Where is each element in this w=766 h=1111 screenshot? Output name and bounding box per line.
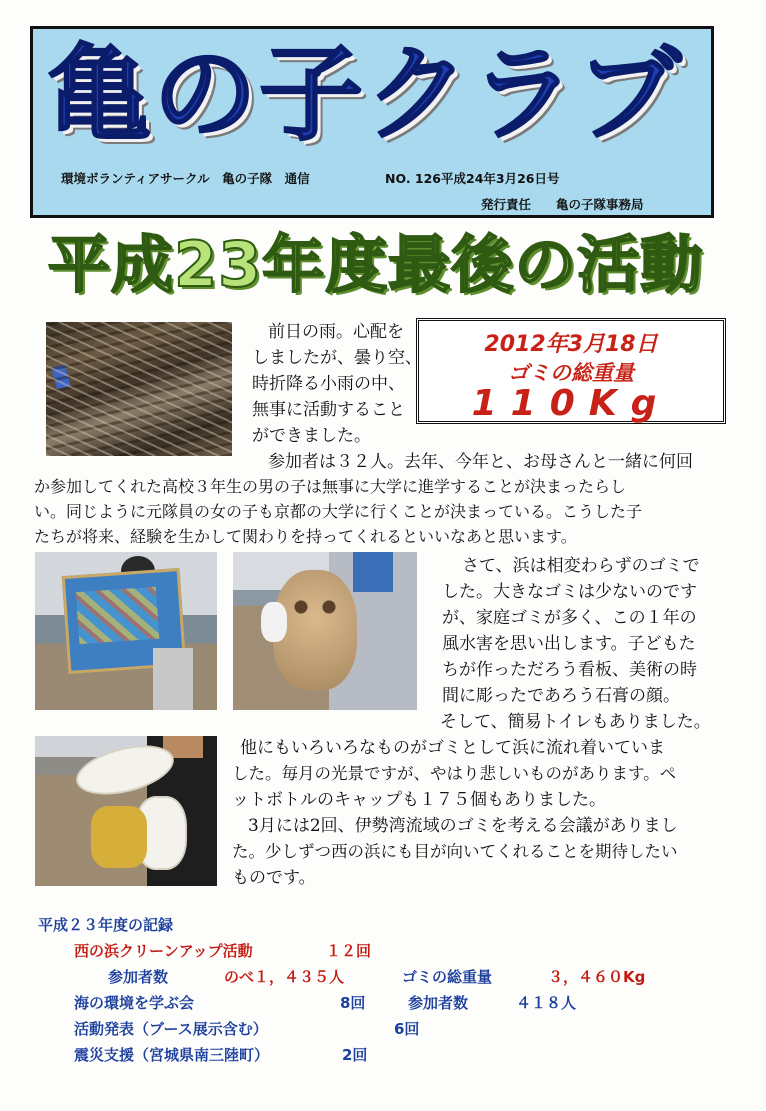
summary-weight: 110Kg xyxy=(471,383,671,424)
article-line: 3月には2回、伊勢湾流域のゴミを考える会議がありまし xyxy=(248,816,678,836)
article-line: 無事に活動すること xyxy=(252,400,405,420)
article-line: ットボトルのキャップも１７５個もありました。 xyxy=(232,790,606,810)
record-cleanup-label: 西の浜クリーンアップ活動 xyxy=(74,942,253,960)
issue-number: NO. 126平成24年3月26日号 xyxy=(385,171,560,186)
article-line: した。大きなゴミは少ないのです xyxy=(442,582,697,602)
photo-portable-toilet xyxy=(35,736,217,886)
record-booth-label: 活動発表（ブース展示含む） xyxy=(74,1020,268,1038)
photo-plaster-face xyxy=(233,552,417,710)
record-weight-value: ３，４６０Kg xyxy=(548,968,646,986)
record-sea-count: 8回 xyxy=(340,994,366,1012)
article-line: が、家庭ゴミが多く、この１年の xyxy=(442,608,697,628)
masthead-subtitle: 環境ボランティアサークル 亀の子隊 通信 xyxy=(61,171,310,186)
publisher: 発行責任 亀の子隊事務局 xyxy=(481,197,644,212)
article-line: た。少しずつ西の浜にも目が向いてくれることを期待したい xyxy=(232,842,678,861)
headline: 平成23年度最後の活動 xyxy=(48,228,704,301)
article-line: 時折降る小雨の中、 xyxy=(252,374,405,394)
summary-box xyxy=(416,318,726,424)
article-line: 参加者は３２人。去年、今年と、お母さんと一緒に何回 xyxy=(268,452,693,472)
article-line: か参加してくれた高校３年生の男の子は無事に大学に進学することが決まったらし xyxy=(34,477,627,496)
masthead-title: 亀の子クラブ xyxy=(47,33,684,155)
article-line: 前日の雨。心配を xyxy=(268,322,404,342)
record-disaster-label: 震災支援（宮城県南三陸町） xyxy=(74,1046,270,1064)
article-line: い。同じように元隊員の女の子も京都の大学に行くことが決まっている。こうした子 xyxy=(34,502,643,521)
summary-date: 2012年3月18日 xyxy=(484,332,658,357)
record-sea-participants-label: 参加者数 xyxy=(408,994,469,1012)
records-heading: 平成２３年度の記録 xyxy=(38,916,174,934)
photo-driftwood xyxy=(46,322,232,456)
article-line: ができました。 xyxy=(252,426,371,446)
record-participants-label: 参加者数 xyxy=(108,968,169,986)
article-line: 他にもいろいろなものがゴミとして浜に流れ着いていま xyxy=(240,738,665,758)
record-weight-label: ゴミの総重量 xyxy=(402,968,493,986)
record-disaster-count: 2回 xyxy=(342,1046,368,1064)
article-line: そして、簡易トイレもありました。 xyxy=(440,712,711,732)
record-cleanup-count: １２回 xyxy=(326,942,372,960)
article-line: 風水害を思い出します。子どもた xyxy=(442,634,696,654)
summary-label: ゴミの総重量 xyxy=(508,361,634,385)
article-line: たちが将来、経験を生かして関わりを持ってくれるといいなあと思います。 xyxy=(34,527,577,546)
record-booth-count: 6回 xyxy=(394,1020,420,1038)
photo-signboard xyxy=(35,552,217,710)
record-sea-participants-value: ４１８人 xyxy=(516,994,577,1012)
article-line: 間に彫ったであろう石膏の顔。 xyxy=(442,686,680,706)
article-line: ものです。 xyxy=(232,868,316,888)
masthead xyxy=(30,26,714,218)
article-line: さて、浜は相変わらずのゴミで xyxy=(462,556,700,576)
article-line: ちが作っただろう看板、美術の時 xyxy=(442,660,697,680)
article-line: しましたが、曇り空、 xyxy=(252,348,422,368)
record-sea-label: 海の環境を学ぶ会 xyxy=(74,994,195,1012)
article-line: した。毎月の光景ですが、やはり悲しいものがあります。ペ xyxy=(232,764,677,783)
record-participants-value: のべ１，４３５人 xyxy=(224,968,345,986)
